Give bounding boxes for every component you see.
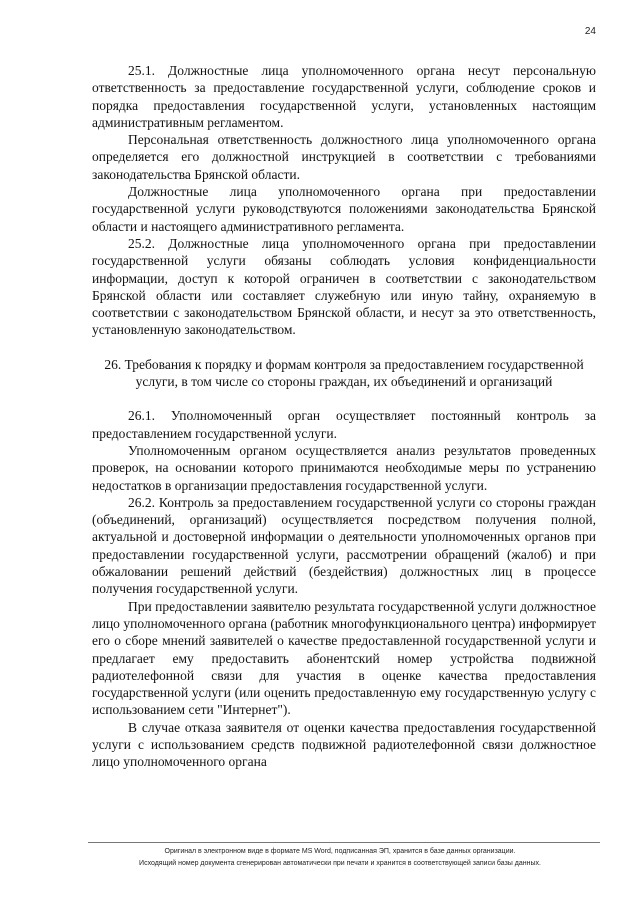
- document-body: [92, 62, 596, 771]
- paragraph-26-2: 26.2. Контроль за предоставлением государственной услуги со стороны граждан (объединений, организаций) осуществляется посредством получения полной, актуальной и достоверной информации о деятельности уполномоченных органов при предоставлении государственной услуги, рассмотрении обращений (жалоб) и при обжаловании решений действий (бездействия) должностных лиц в процессе получения государственной услуги.: [92, 494, 596, 597]
- spacer: [92, 339, 596, 356]
- spacer: [92, 390, 596, 407]
- footer-divider: [88, 842, 600, 843]
- paragraph-personal-responsibility: Персональная ответственность должностного лица уполномоченного органа определяется его должностной инструкцией в соответствии с требованиями законодательства Брянской области.: [92, 132, 596, 182]
- paragraph-26-1: 26.1. Уполномоченный орган осуществляет постоянный контроль за предоставлением государственной услуги.: [92, 408, 596, 441]
- paragraph-analysis: Уполномоченным органом осуществляется анализ результатов проведенных проверок, на основании которого принимаются необходимые меры по устранению недостатков в организации предоставления государственной услуги.: [92, 442, 596, 493]
- footer-line-2: Исходящий номер документа сгенерирован автоматически при печати и хранится в соответствующей записи базы данных.: [139, 860, 541, 867]
- footer: [60, 846, 620, 870]
- paragraph-officials-guided: Должностные лица уполномоченного органа при предоставлении государственной услуги руководствуются положениями законодательства Брянской области и настоящего административного регламента.: [92, 184, 596, 234]
- paragraph-opinion-survey: При предоставлении заявителю результата государственной услуги должностное лицо уполномоченного органа (работник многофункционального центра) информирует его о сборе мнений заявителей о качестве предоставленной государственной услуги и предлагает ему предоставить абонентский номер устройства подвижной радиотелефонной связи для участия в оценке качества предоставления государственной услуги (или оценить предоставленную ему государственную услугу с использованием сети "Интернет").: [92, 598, 596, 718]
- footer-line-1: Оригинал в электронном виде в формате MS Word, подписанная ЭП, хранится в базе данных организации.: [164, 848, 516, 855]
- page-number: 24: [584, 26, 596, 37]
- section-title: 26. Требования к порядку и формам контроля за предоставлением государственной услуги, в том числе со стороны граждан, их объединений и организаций: [104, 356, 584, 390]
- paragraph-refusal: В случае отказа заявителя от оценки качества предоставления государственной услуги с использованием средств подвижной радиотелефонной связи должностное лицо уполномоченного органа: [92, 719, 596, 770]
- paragraph-25-2: 25.2. Должностные лица уполномоченного органа при предоставлении государственной услуги обязаны соблюдать условия конфиденциальности информации, доступ к которой ограничен в соответствии с законодательством Брянской области или составляет служебную или иную тайну, охраняемую в соответствии с законодательством Брянской области, и несут за это ответственность, установленную законодательством.: [92, 235, 596, 338]
- paragraph-25-1: 25.1. Должностные лица уполномоченного органа несут персональную ответственность за предоставление государственной услуги, соблюдение сроков и порядка предоставления государственной услуги, установленных настоящим административным регламентом.: [92, 63, 596, 130]
